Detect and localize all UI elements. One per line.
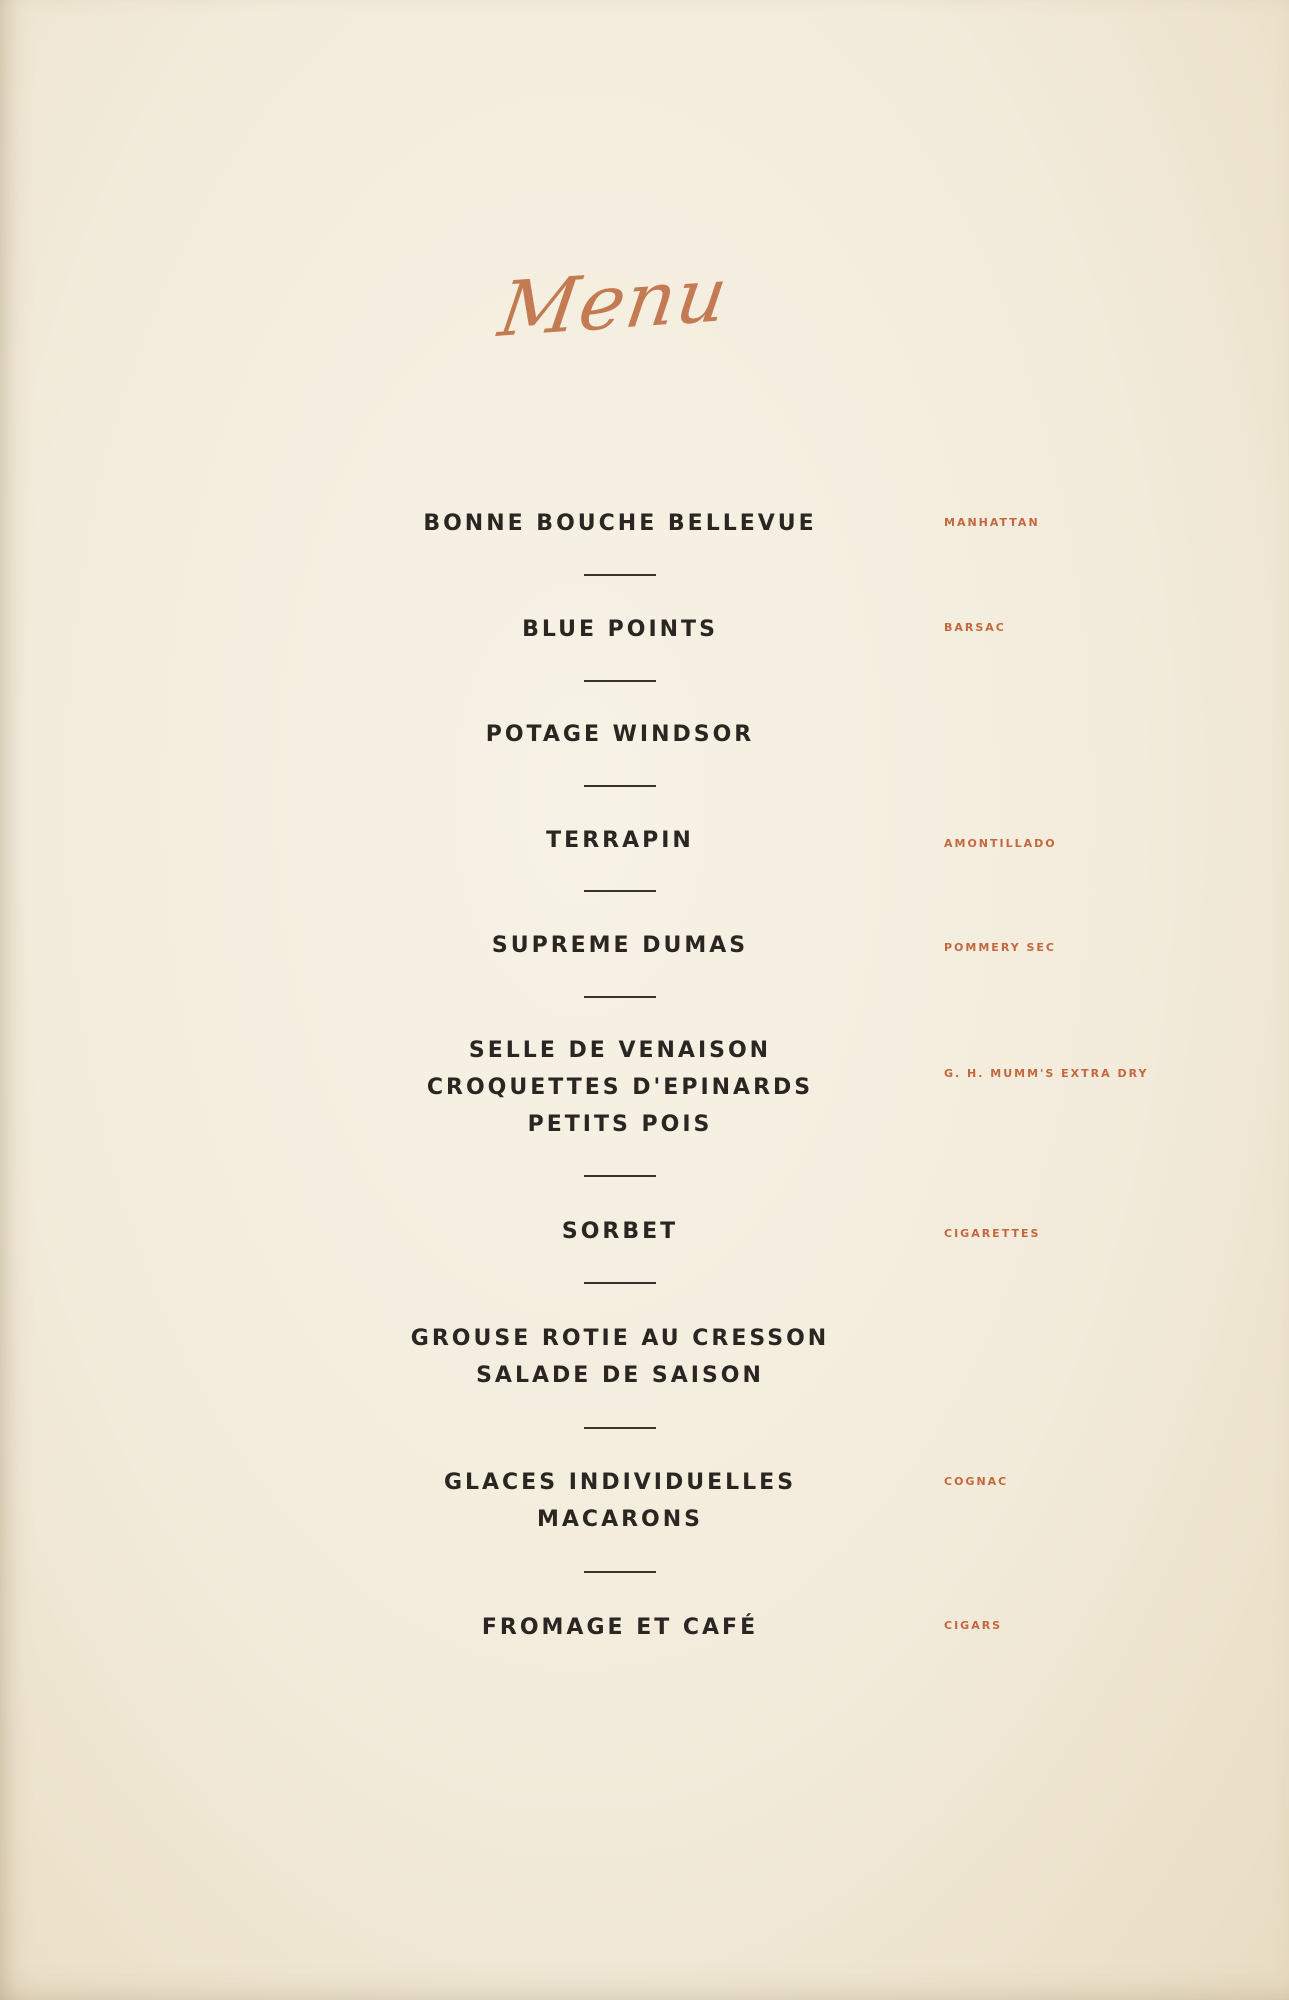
- pairing-mumm-extra-dry: G. H. MUMM'S EXTRA DRY: [944, 1067, 1149, 1080]
- course-grouse-rotie: [300, 1320, 940, 1394]
- course-line: SORBET: [561, 1219, 679, 1244]
- course-glaces-individuelles: [300, 1464, 940, 1538]
- course-line: SELLE DE VENAISON: [468, 1038, 772, 1063]
- pairing-cigars: CIGARS: [944, 1619, 1003, 1632]
- course-divider: [584, 574, 656, 576]
- pairing-amontillado: AMONTILLADO: [944, 837, 1057, 850]
- pairing-cognac: COGNAC: [944, 1475, 1009, 1488]
- course-line: GLACES INDIVIDUELLES: [443, 1470, 797, 1495]
- course-divider: [584, 680, 656, 682]
- course-divider: [584, 1571, 656, 1573]
- course-line: SALADE DE SAISON: [476, 1363, 764, 1388]
- course-selle-de-venaison: [300, 1032, 940, 1143]
- course-line: BLUE POINTS: [522, 617, 718, 642]
- pairing-barsac: BARSAC: [944, 621, 1006, 634]
- course-line: GROUSE ROTIE AU CRESSON: [410, 1326, 830, 1351]
- course-divider: [584, 1427, 656, 1429]
- course-line: POTAGE WINDSOR: [485, 722, 755, 747]
- menu-title: Menu: [493, 249, 734, 354]
- course-line: SUPREME DUMAS: [491, 933, 749, 958]
- course-line: PETITS POIS: [527, 1112, 713, 1137]
- course-divider: [584, 1282, 656, 1284]
- course-divider: [584, 785, 656, 787]
- course-line: CROQUETTES D'EPINARDS: [426, 1075, 814, 1100]
- course-line: FROMAGE ET CAFÉ: [481, 1615, 759, 1640]
- course-divider: [584, 1175, 656, 1177]
- course-potage-windsor: [300, 716, 940, 753]
- course-line: BONNE BOUCHE BELLEVUE: [423, 511, 817, 536]
- course-divider: [584, 996, 656, 998]
- course-supreme-dumas: [300, 927, 940, 964]
- course-sorbet: [300, 1213, 940, 1250]
- course-terrapin: [300, 822, 940, 859]
- course-fromage-et-cafe: [300, 1609, 940, 1646]
- pairing-pommery-sec: POMMERY SEC: [944, 941, 1056, 954]
- course-bonne-bouche: [300, 505, 940, 542]
- course-blue-points: [300, 611, 940, 648]
- pairing-cigarettes: CIGARETTES: [944, 1227, 1041, 1240]
- course-line: MACARONS: [537, 1507, 703, 1532]
- course-divider: [584, 890, 656, 892]
- course-line: TERRAPIN: [546, 828, 694, 853]
- pairing-manhattan: MANHATTAN: [944, 516, 1040, 529]
